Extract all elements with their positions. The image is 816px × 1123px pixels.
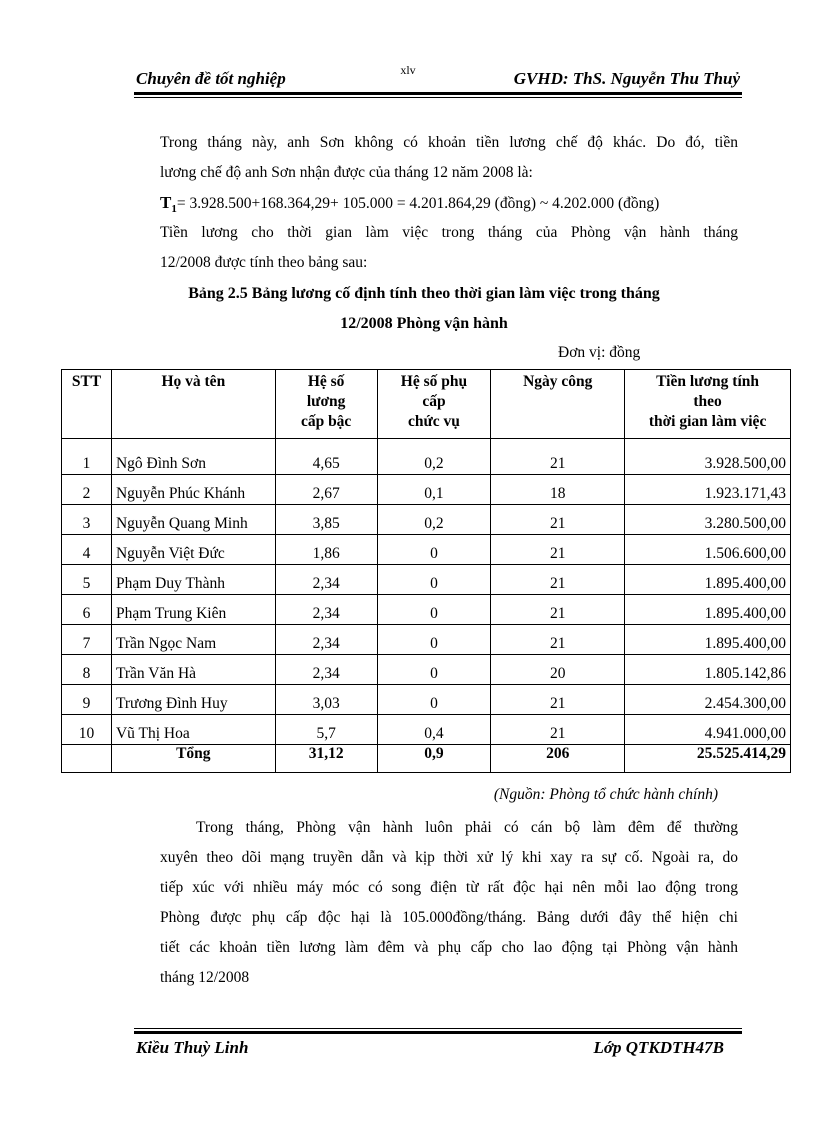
cell-name: Phạm Duy Thành: [111, 565, 275, 595]
cell-allowance: 0,1: [377, 475, 491, 505]
cell-allowance: 0: [377, 595, 491, 625]
cell-coefficient: 5,7: [275, 715, 377, 745]
table-row: [62, 505, 791, 535]
header-document-title: Chuyên đề tốt nghiệp: [136, 69, 286, 88]
cell-stt: 6: [62, 595, 112, 625]
cell-working-days: 21: [491, 565, 625, 595]
table-row: [62, 655, 791, 685]
table-row: [62, 685, 791, 715]
cell-allowance: 0: [377, 655, 491, 685]
cell-working-days: 21: [491, 445, 625, 475]
table-row: [62, 475, 791, 505]
header-stt: STT: [62, 370, 112, 439]
salary-table: [61, 369, 791, 773]
cell-allowance: 0: [377, 685, 491, 715]
paragraph-line: 12/2008 được tính theo bảng sau:: [160, 254, 368, 271]
cell-coefficient: 2,34: [275, 655, 377, 685]
header-supervisor: GVHD: ThS. Nguyễn Thu Thuỷ: [513, 69, 740, 88]
equation-expression: = 3.928.500+168.364,29+ 105.000 = 4.201.864,29 (đồng) ~ 4.202.000 (đồng): [176, 195, 660, 212]
cell-name: Nguyễn Phúc Khánh: [111, 475, 275, 505]
header-allowance-line: chức vụ: [408, 413, 460, 430]
cell-salary: 3.280.500,00: [625, 505, 791, 535]
header-salary-line: thời gian làm việc: [648, 413, 767, 430]
cell-stt: 5: [62, 565, 112, 595]
equation-line: [160, 188, 738, 218]
cell-name: Nguyễn Quang Minh: [111, 505, 275, 535]
cell-name: Nguyễn Việt Đức: [111, 535, 275, 565]
cell-name: Phạm Trung Kiên: [111, 595, 275, 625]
header-allowance: [377, 370, 491, 439]
cell-stt: 3: [62, 505, 112, 535]
cell-coefficient: 2,34: [275, 625, 377, 655]
table-row: [62, 625, 791, 655]
footer-class: Lớp QTKDTH47B: [593, 1038, 724, 1057]
paragraph-line: Trong tháng, Phòng vận hành luôn phải có cán bộ làm đêm để thường: [196, 819, 738, 836]
header-working-days: Ngày công: [491, 370, 625, 439]
paragraph-line: tháng 12/2008: [160, 969, 250, 986]
cell-name: Trương Đình Huy: [111, 685, 275, 715]
cell-salary: 1.895.400,00: [625, 595, 791, 625]
header-rule-thick: [134, 92, 742, 95]
page-number: xlv: [400, 63, 416, 77]
cell-allowance: 0,4: [377, 715, 491, 745]
cell-working-days: 21: [491, 685, 625, 715]
cell-coefficient: 3,85: [275, 505, 377, 535]
cell-working-days: 21: [491, 505, 625, 535]
header-allowance-line: cấp: [422, 393, 446, 410]
cell-stt: 7: [62, 625, 112, 655]
cell-salary: 1.506.600,00: [625, 535, 791, 565]
paragraph-line: Tiền lương cho thời gian làm việc trong tháng của Phòng vận hành tháng: [160, 224, 738, 241]
cell-salary: 1.895.400,00: [625, 565, 791, 595]
cell-coefficient: 1,86: [275, 535, 377, 565]
paragraph-night-shift: [160, 813, 738, 993]
header-name: Họ và tên: [111, 370, 275, 439]
cell-coefficient: 4,65: [275, 445, 377, 475]
table-caption-line-2: 12/2008 Phòng vận hành: [340, 315, 508, 332]
cell-total-working-days: 206: [491, 745, 625, 773]
footer-author: Kiều Thuỳ Linh: [136, 1038, 249, 1057]
cell-allowance: 0: [377, 565, 491, 595]
cell-salary: 2.454.300,00: [625, 685, 791, 715]
paragraph-line: lương chế độ anh Sơn nhận được của tháng 12 năm 2008 là:: [160, 164, 533, 181]
cell-salary: 3.928.500,00: [625, 445, 791, 475]
cell-working-days: 21: [491, 535, 625, 565]
header-coefficient-line: Hệ số: [307, 373, 345, 390]
cell-total-allowance: 0,9: [377, 745, 491, 773]
table-row: [62, 565, 791, 595]
paragraph-line: xuyên theo dõi mạng truyền dẫn và kịp thời xử lý khi xay ra sự cố. Ngoài ra, do: [160, 849, 738, 866]
cell-coefficient: 2,34: [275, 565, 377, 595]
cell-coefficient: 2,67: [275, 475, 377, 505]
cell-stt: 10: [62, 715, 112, 745]
cell-coefficient: 3,03: [275, 685, 377, 715]
cell-working-days: 21: [491, 715, 625, 745]
header-salary-line: theo: [693, 393, 722, 410]
cell-salary: 4.941.000,00: [625, 715, 791, 745]
cell-total-salary: 25.525.414,29: [625, 745, 791, 773]
cell-allowance: 0: [377, 625, 491, 655]
footer-rule-thin: [134, 1028, 742, 1029]
table-total-row: [62, 745, 791, 773]
cell-stt: 2: [62, 475, 112, 505]
cell-allowance: 0,2: [377, 445, 491, 475]
cell-name: Ngô Đình Sơn: [111, 445, 275, 475]
paragraph-calculation: [160, 128, 738, 278]
cell-salary: 1.895.400,00: [625, 625, 791, 655]
paragraph-line: tiếp xúc với nhiều máy móc có song điện từ rất độc hại nên mỗi lao động trong: [160, 879, 738, 896]
header-coefficient-line: cấp bậc: [300, 413, 352, 430]
table-source: (Nguồn: Phòng tổ chức hành chính): [493, 786, 718, 803]
cell-name: Trần Ngọc Nam: [111, 625, 275, 655]
table-header-row: [62, 370, 791, 439]
cell-salary: 1.805.142,86: [625, 655, 791, 685]
paragraph-line: tiết các khoản tiền lương làm đêm và phụ cấp cho lao động tại Phòng vận hành: [160, 939, 738, 956]
table-row: [62, 595, 791, 625]
cell-allowance: 0,2: [377, 505, 491, 535]
cell-working-days: 21: [491, 625, 625, 655]
cell-coefficient: 2,34: [275, 595, 377, 625]
table-row: [62, 715, 791, 745]
cell-working-days: 18: [491, 475, 625, 505]
paragraph-line: Trong tháng này, anh Sơn không có khoản tiền lương chế độ khác. Do đó, tiền: [160, 134, 738, 151]
table-row: [62, 535, 791, 565]
header-allowance-line: Hệ số phụ: [400, 373, 468, 390]
cell-salary: 1.923.171,43: [625, 475, 791, 505]
cell-total-coefficient: 31,12: [275, 745, 377, 773]
cell-empty: [62, 745, 112, 773]
cell-stt: 1: [62, 445, 112, 475]
cell-stt: 4: [62, 535, 112, 565]
cell-stt: 9: [62, 685, 112, 715]
cell-allowance: 0: [377, 535, 491, 565]
table-caption-line-1: Bảng 2.5 Bảng lương cố định tính theo thời gian làm việc trong tháng: [188, 285, 660, 302]
header-coefficient-line: lương: [306, 393, 346, 410]
cell-name: Vũ Thị Hoa: [111, 715, 275, 745]
cell-stt: 8: [62, 655, 112, 685]
cell-working-days: 20: [491, 655, 625, 685]
table-row: [62, 445, 791, 475]
footer-rule-thick: [134, 1031, 742, 1034]
cell-total-label: Tổng: [111, 745, 275, 773]
header-rule-thin: [134, 97, 742, 98]
unit-label: Đơn vị: đồng: [558, 344, 641, 361]
header-coefficient: [275, 370, 377, 439]
equation-symbol: T: [160, 193, 172, 212]
cell-name: Trần Văn Hà: [111, 655, 275, 685]
equation-subscript: 1: [171, 203, 177, 216]
paragraph-line: Phòng được phụ cấp độc hại là 105.000đồng/tháng. Bảng dưới đây thể hiện chi: [160, 909, 738, 926]
header-salary: [625, 370, 791, 439]
cell-working-days: 21: [491, 595, 625, 625]
header-salary-line: Tiền lương tính: [656, 373, 760, 390]
